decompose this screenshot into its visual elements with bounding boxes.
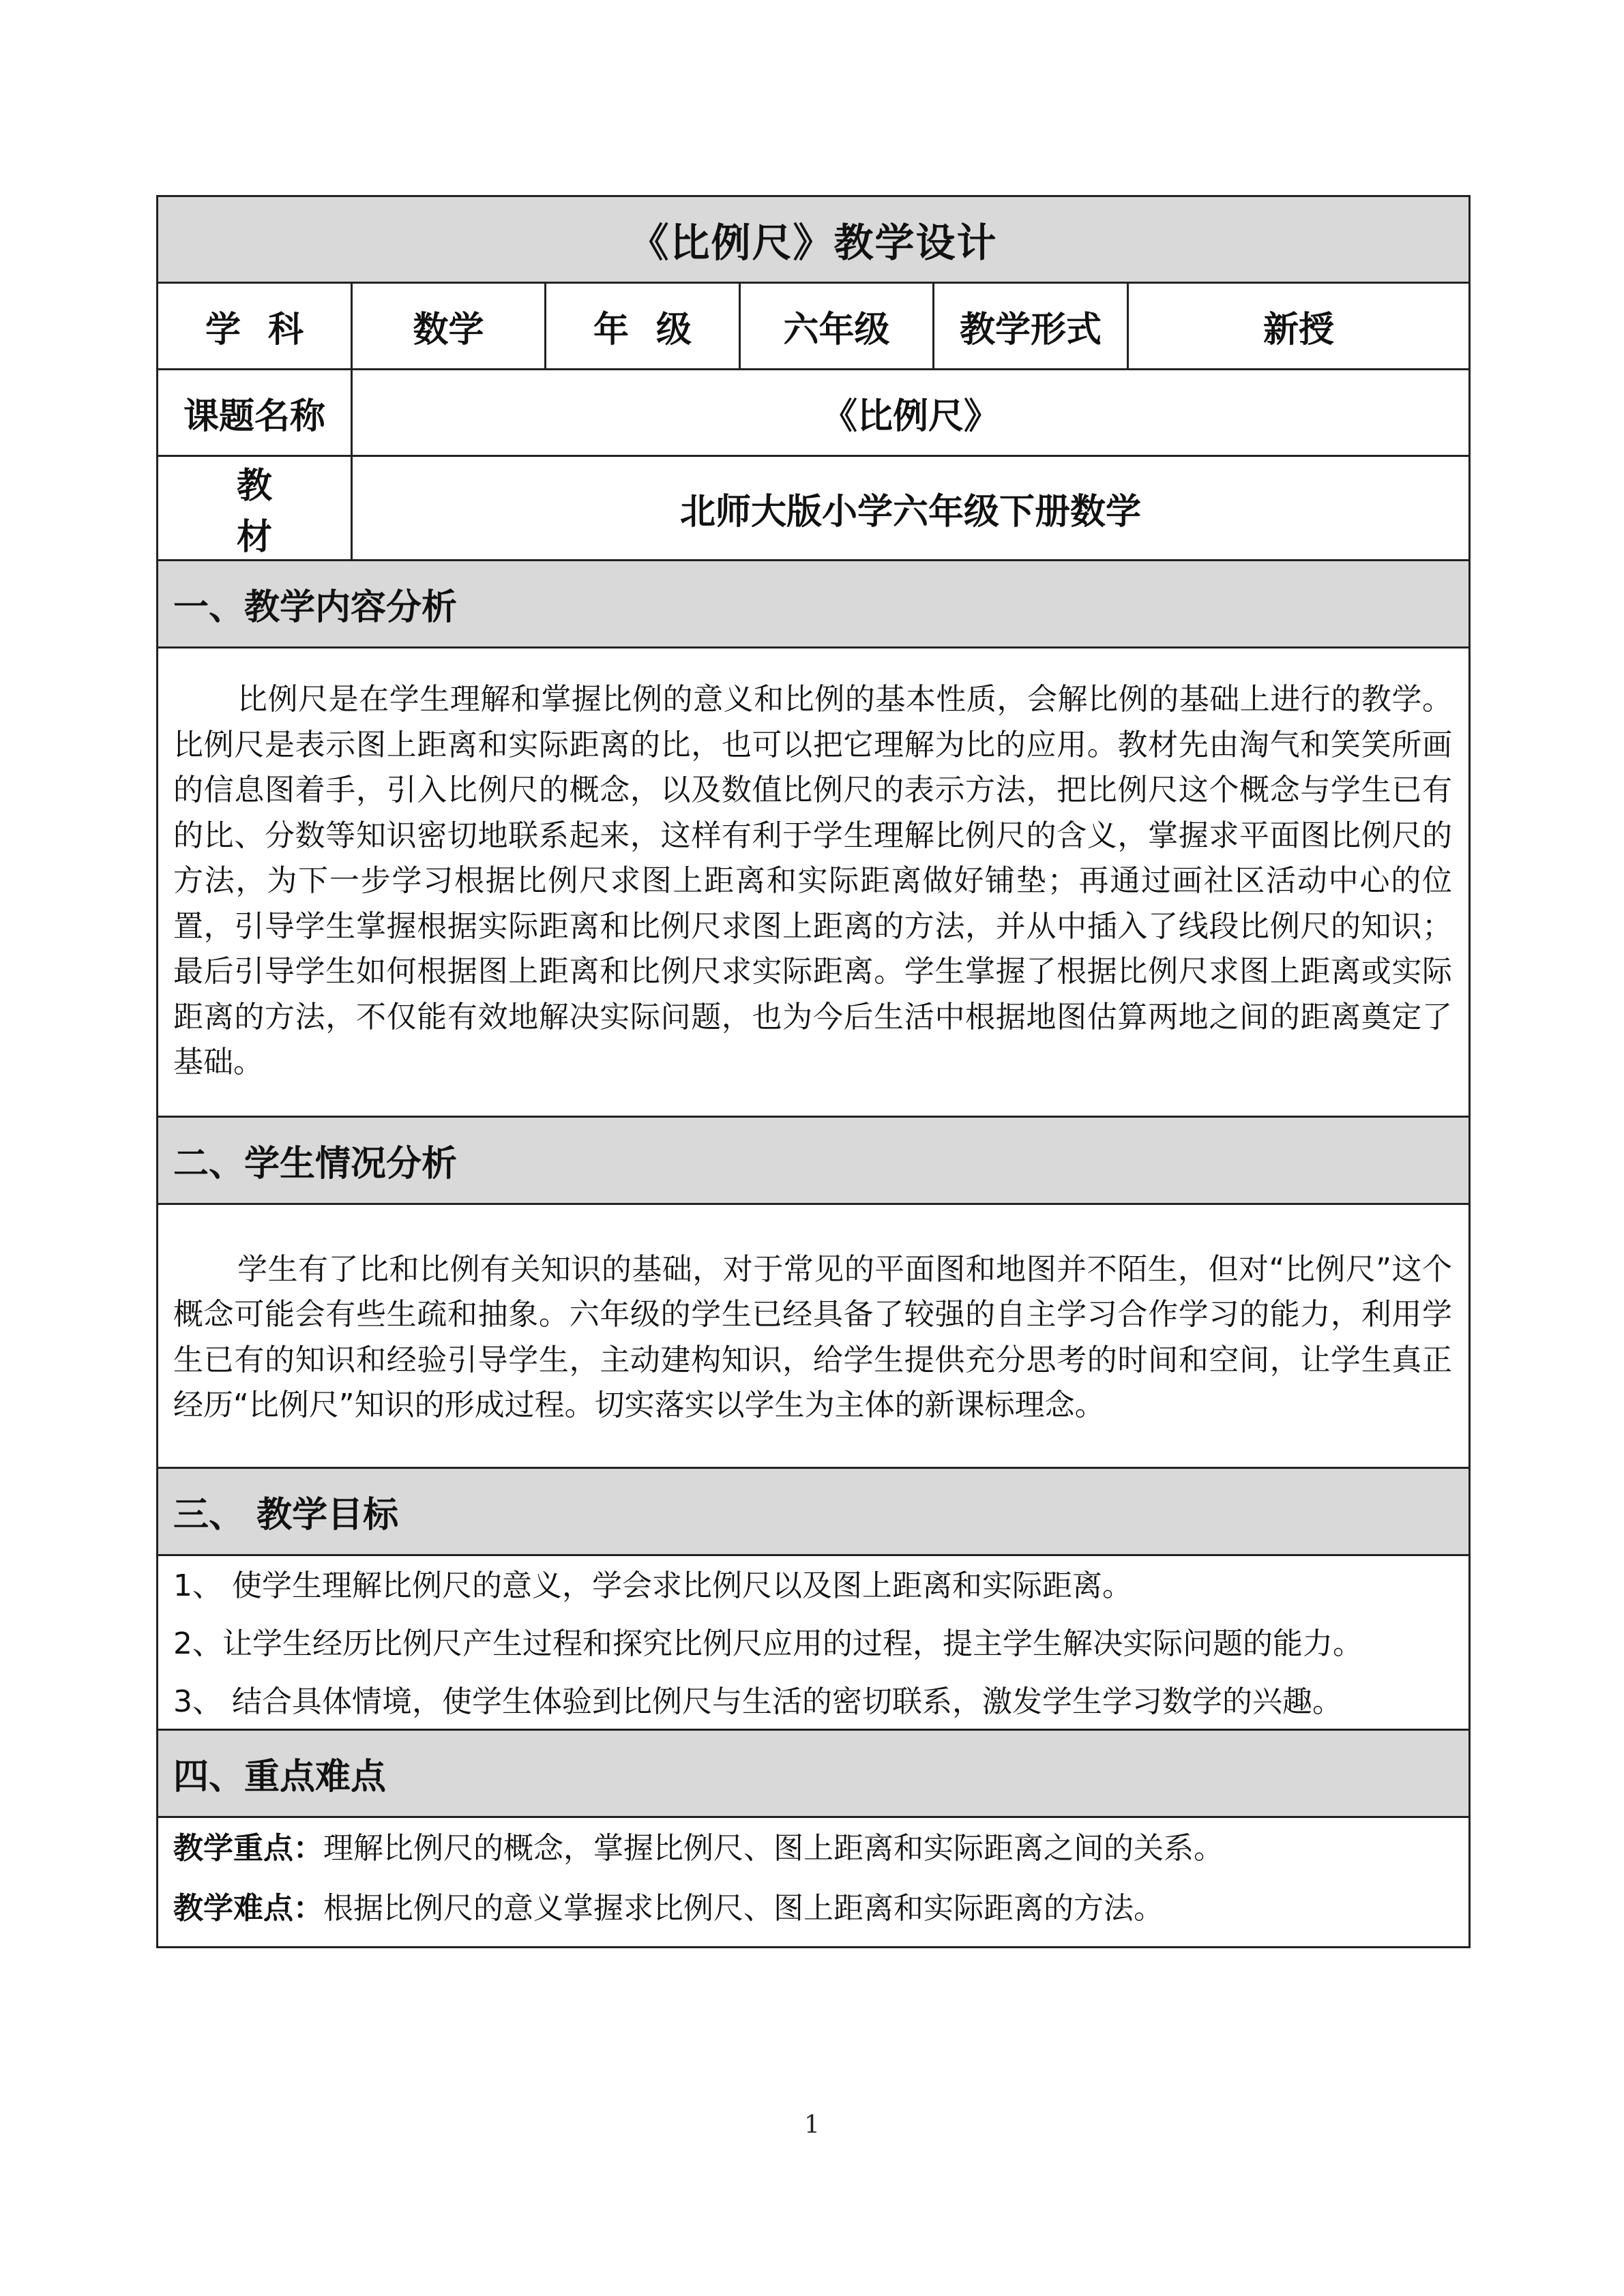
topic-label: 课题名称 [158,370,352,456]
teaching-form-value: 新授 [1128,283,1470,370]
goals-list [158,1555,1470,1729]
textbook-label: 教材 [158,456,352,561]
key-points-heading: 四、重点难点 [158,1729,1470,1817]
goal-item-3: 3、 结合具体情境，使学生体验到比例尺与生活的密切联系，激发学生学习数学的兴趣。 [173,1684,1342,1719]
content-analysis-heading: 一、教学内容分析 [158,561,1470,648]
document-title: 《比例尺》教学设计 [158,196,1470,283]
teaching-focus [173,1825,1453,1873]
student-analysis-text: 学生有了比和比例有关知识的基础，对于常见的平面图和地图并不陌生，但对“比例尺”这个概念可能会有些生疏和抽象。六年级的学生已经具备了较强的自主学习合作学习的能力，利用学生已有的知识和经验引导学生，主动建构知识，给学生提供充分思考的时间和空间，让学生真正经历“比例尺”知识的形成过程。切实落实以学生为主体的新课标理念。 [158,1204,1470,1467]
teaching-focus-text: 理解比例尺的概念，掌握比例尺、图上距离和实际距离之间的关系。 [323,1830,1224,1866]
goals-heading: 三、 教学目标 [158,1467,1470,1555]
textbook-value: 北师大版小学六年级下册数学 [352,456,1470,561]
topic-value: 《比例尺》 [352,370,1470,456]
content-analysis-text: 比例尺是在学生理解和掌握比例的意义和比例的基本性质，会解比例的基础上进行的教学。比例尺是表示图上距离和实际距离的比，也可以把它理解为比的应用。教材先由淘气和笑笑所画的信息图着手，引入比例尺的概念，以及数值比例尺的表示方法，把比例尺这个概念与学生已有的比、分数等知识密切地联系起来，这样有利于学生理解比例尺的含义，掌握求平面图比例尺的方法，为下一步学习根据比例尺求图上距离和实际距离做好铺垫；再通过画社区活动中心的位置，引导学生掌握根据实际距离和比例尺求图上距离的方法，并从中插入了线段比例尺的知识；最后引导学生如何根据图上距离和比例尺求实际距离。学生掌握了根据比例尺求图上距离或实际距离的方法，不仅能有效地解决实际问题，也为今后生活中根据地图估算两地之间的距离奠定了基础。 [158,648,1470,1117]
grade-value: 六年级 [740,283,934,370]
goal-item-1: 1、 使学生理解比例尺的意义，学会求比例尺以及图上距离和实际距离。 [173,1568,1132,1603]
teaching-difficulty-text: 根据比例尺的意义掌握求比例尺、图上距离和实际距离的方法。 [323,1890,1164,1926]
teaching-focus-label: 教学重点： [173,1830,323,1866]
goal-item-2: 2、让学生经历比例尺产生过程和探究比例尺应用的过程，提主学生解决实际问题的能力。 [173,1626,1363,1661]
teaching-form-label: 教学形式 [934,283,1128,370]
grade-label: 年级 [546,283,740,370]
teaching-difficulty [173,1885,1453,1933]
subject-value: 数学 [352,283,546,370]
lesson-plan-table [156,195,1471,1948]
student-analysis-heading: 二、学生情况分析 [158,1116,1470,1204]
subject-label: 学科 [158,283,352,370]
teaching-difficulty-label: 教学难点： [173,1890,323,1926]
page-number: 1 [804,2111,820,2139]
key-points-content [158,1817,1470,1947]
